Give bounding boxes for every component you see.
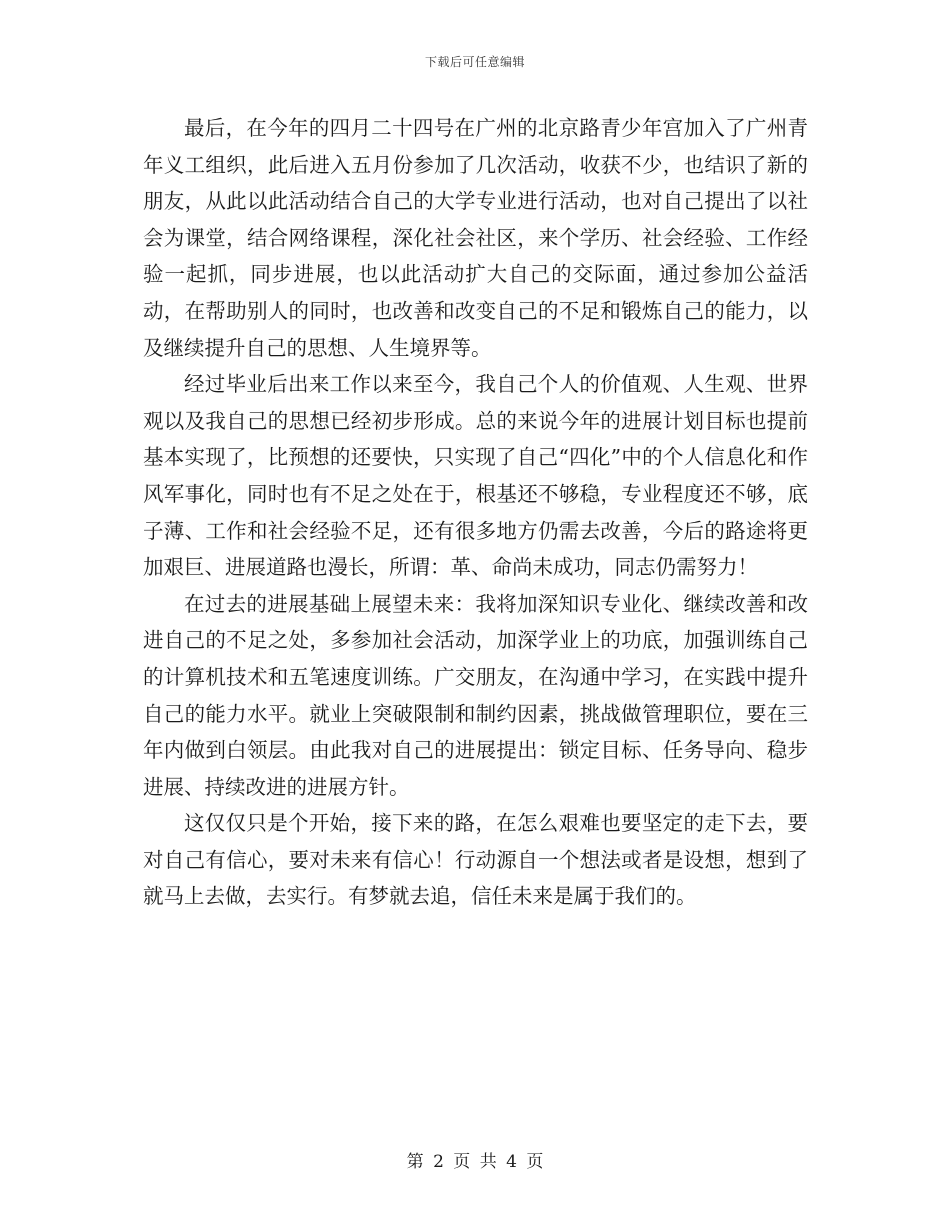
page-number-footer: 第 2 页 共 4 页 <box>406 1152 544 1172</box>
document-body <box>143 110 808 915</box>
paragraph-4: 这仅仅只是个开始，接下来的路，在怎么艰难也要坚定的走下去，要对自己有信心，要对未来有信心！行动源自一个想法或者是设想，想到了就马上去做，去实行。有梦就去追，信任未来是属于我们的。 <box>143 811 808 909</box>
paragraph-1: 最后，在今年的四月二十四号在广州的北京路青少年宫加入了广州青年义工组织，此后进入五月份参加了几次活动，收获不少，也结识了新的朋友，从此以此活动结合自己的大学专业进行活动，也对自己提出了以社会为课堂，结合网络课程，深化社会社区，来个学历、社会经验、工作经验一起抓，同步进展，也以此活动扩大自己的交际面，通过参加公益活动，在帮助别人的同时，也改善和改变自己的不足和锻炼自己的能力，以及继续提升自己的思想、人生境界等。 <box>143 116 808 360</box>
page-header-note: 下载后可任意编辑 <box>424 55 525 69</box>
paragraph-3: 在过去的进展基础上展望未来：我将加深知识专业化、继续改善和改进自己的不足之处，多参加社会活动，加深学业上的功底，加强训练自己的计算机技术和五笔速度训练。广交朋友，在沟通中学习，在实践中提升自己的能力水平。就业上突破限制和制约因素，挑战做管理职位，要在三年内做到白领层。由此我对自己的进展提出：锁定目标、任务导向、稳步进展、持续改进的进展方针。 <box>143 591 808 799</box>
paragraph-2: 经过毕业后出来工作以来至今，我自己个人的价值观、人生观、世界观以及我自己的思想已经初步形成。总的来说今年的进展计划目标也提前基本实现了，比预想的还要快，只实现了自己“四化”中的个人信息化和作风军事化，同时也有不足之处在于，根基还不够稳，专业程度还不够，底子薄、工作和社会经验不足，还有很多地方仍需去改善，今后的路途将更加艰巨、进展道路也漫长，所谓：革、命尚未成功，同志仍需努力！ <box>143 372 808 580</box>
